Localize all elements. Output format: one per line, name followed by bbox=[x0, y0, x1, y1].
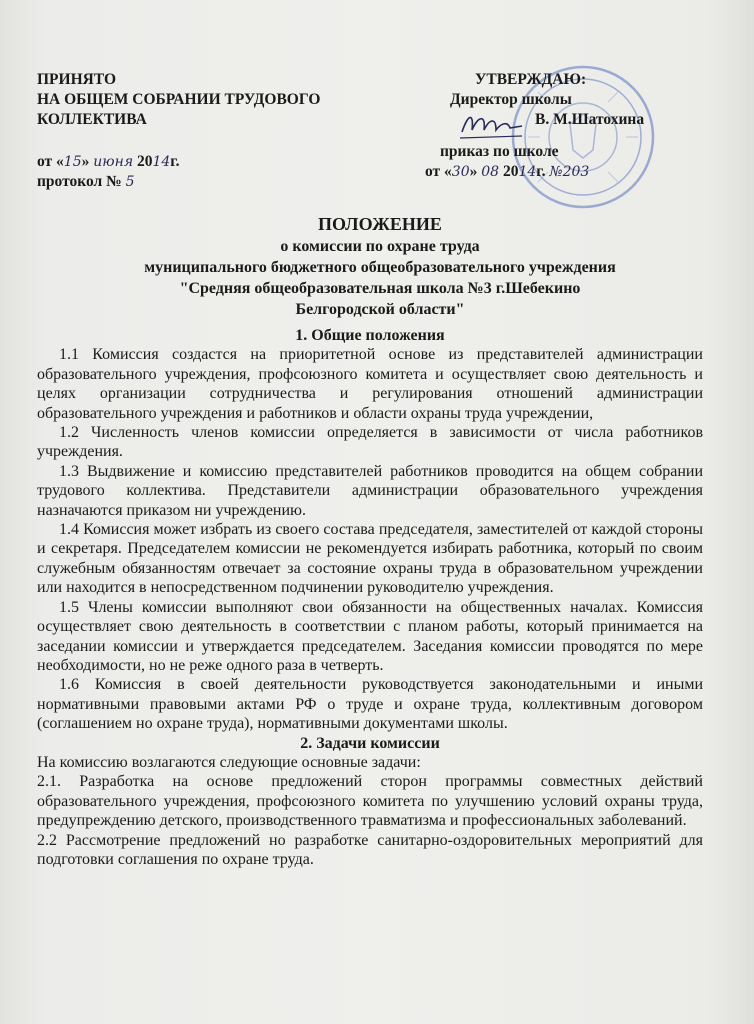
section-2-heading: 2. Задачи комиссии bbox=[300, 734, 440, 752]
accepted-block bbox=[37, 70, 367, 192]
paragraph-1-1: 1.1 Комиссия создастся на приоритетной основе из представителей администрации образовательного учреждения, профсоюзного комитета и осуществляет свою деятельность и целях организации сотрудничества и регулирования отношений администрации образовательного учреждения и работников и области охраны труда учреждении, bbox=[37, 346, 703, 422]
director-name: В. М.Шатохина bbox=[535, 111, 645, 128]
document-body bbox=[37, 326, 703, 869]
section-1-heading: 1. Общие положения bbox=[295, 327, 445, 344]
title-main: ПОЛОЖЕНИЕ bbox=[318, 214, 442, 234]
document-title bbox=[40, 212, 720, 320]
paragraph-2-1: 2.1. Разработка на основе предложений сторон программы совместных действий образовательного учреждения, профсоюзного комитета по улучшению условий охраны труда, предупреждению детского, производственного травматизма и профессиональных заболеваний. bbox=[37, 773, 703, 830]
paragraph-2-2: 2.2 Рассмотрение предложений но разработке санитарно-оздоровительных мероприятий для подготовки соглашения по охране труда. bbox=[37, 831, 703, 868]
title-line-4: "Средняя общеобразовательная школа №3 г.Шебекино bbox=[179, 280, 581, 297]
meeting-date: от «15» июня 2014г. bbox=[37, 153, 180, 170]
title-line-2: о комиссии по охране труда bbox=[280, 238, 480, 255]
collective-line: КОЛЛЕКТИВА bbox=[37, 111, 147, 128]
general-meeting-line: НА ОБЩЕМ СОБРАНИИ ТРУДОВОГО bbox=[37, 91, 321, 108]
approval-block bbox=[420, 70, 720, 182]
order-label: приказ по школе bbox=[440, 143, 559, 160]
paragraph-1-4: 1.4 Комиссия может избрать из своего состава председателя, заместителей от каждой стороны и секретаря. Председателем комиссии не рекомендуется избирать работника, который по своим служебным обязанностям отвечает за состояние охраны труда в образовательном учреждении или находится в непосредственном подчинении руководителю учреждения. bbox=[37, 521, 703, 597]
protocol-number: протокол № 5 bbox=[37, 173, 135, 190]
paragraph-1-5: 1.5 Члены комиссии выполняют свои обязанности на общественных началах. Комиссия осуществляет свою деятельность в соответствии с планом работы, который принимается на заседании комиссии и утверждается председателем. Заседания комиссии проводятся по мере необходимости, но не реже одного раза в четверть. bbox=[37, 598, 703, 674]
director-position: Директор школы bbox=[450, 91, 572, 108]
accepted-label: ПРИНЯТО bbox=[37, 71, 117, 88]
approve-label: УТВЕРЖДАЮ: bbox=[475, 71, 587, 88]
title-line-3: муниципального бюджетного общеобразовательного учреждения bbox=[144, 259, 616, 276]
paragraph-1-3: 1.3 Выдвижение и комиссию представителей работников проводится на общем собрании трудового коллектива. Представители администрации образовательного учреждения назначаются приказом ни учреждению. bbox=[37, 462, 703, 519]
paragraph-1-2: 1.2 Численность членов комиссии определяется в зависимости от числа работников учреждения. bbox=[37, 424, 703, 461]
order-date: от «30» 08 2014г. №203 bbox=[425, 163, 590, 180]
title-line-5: Белгородской области" bbox=[295, 301, 465, 318]
paragraph-1-6: 1.6 Комиссия в своей деятельности руководствуется законодательными и иными нормативными правовыми актами РФ о труде и охране труда, коллективным договором (соглашением но охране труда), нормативными документами школы. bbox=[37, 676, 703, 733]
section-2-intro: На комиссию возлагаются следующие основные задачи: bbox=[37, 753, 421, 771]
